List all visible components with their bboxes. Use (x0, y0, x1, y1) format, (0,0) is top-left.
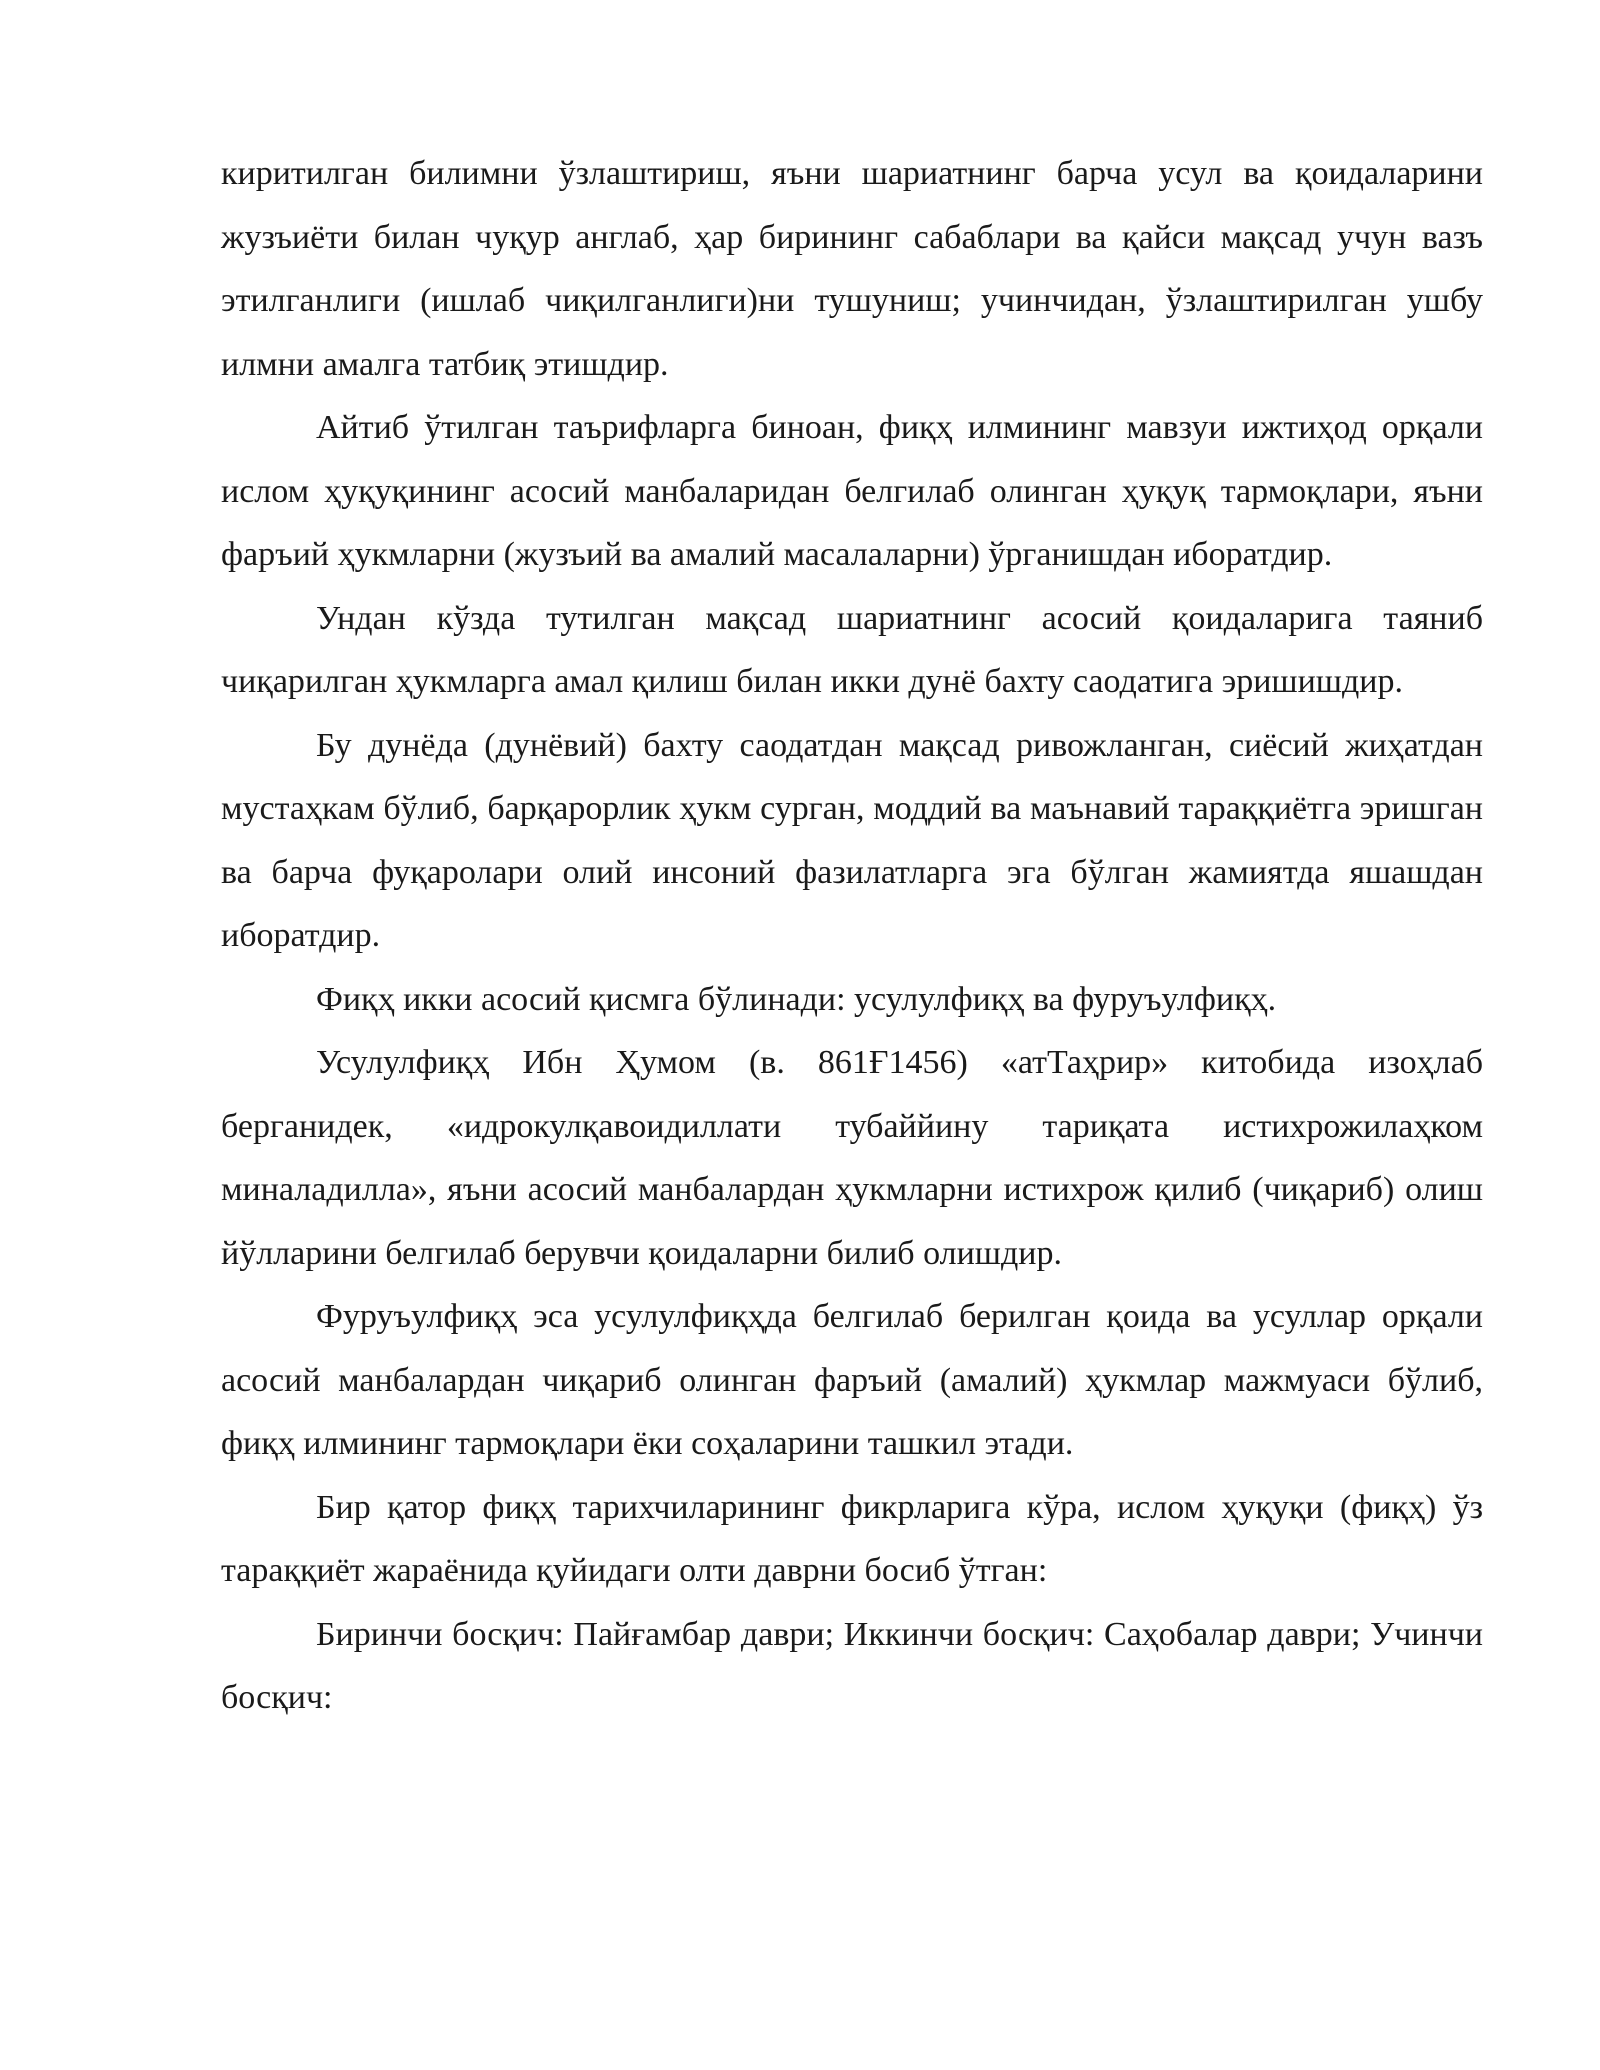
paragraph: Фуруъулфиқҳ эса усулулфиқҳда белгилаб берилган қоида ва усуллар орқали асосий манбалардан чиқариб олинган фаръий (амалий) ҳукмлар мажмуаси бўлиб, фиқҳ илмининг тармоқлари ёки соҳаларини ташкил этади. (221, 1298, 1483, 1462)
paragraph: Биринчи босқич: Пайғамбар даври; Иккинчи босқич: Саҳобалар даври; Учинчи босқич: (221, 1615, 1483, 1716)
document-body (221, 142, 1483, 1730)
paragraph: Бу дунёда (дунёвий) бахту саодатдан мақсад ривожланган, сиёсий жиҳатдан мустаҳкам бўлиб, барқарорлик ҳукм сурган, моддий ва маънавий тараққиётга эришган ва барча фуқаролари олий инсоний фазилатларга эга бўлган жамиятда яшашдан иборатдир. (221, 726, 1483, 954)
paragraph: Усулулфиқҳ Ибн Ҳумом (в. 861Ғ1456) «атТаҳрир» китобида изоҳлаб берганидек, «идрокулқавоидиллати тубаййину тариқата истихрожилаҳком миналадилла», яъни асосий манбалардан ҳукмларни истихрож қилиб (чиқариб) олиш йўлларини белгилаб берувчи қоидаларни билиб олишдир. (221, 1044, 1483, 1272)
paragraph: Фиқҳ икки асосий қисмга бўлинади: усулулфиқҳ ва фуруъулфиқҳ. (316, 980, 1277, 1018)
paragraph: Ундан кўзда тутилган мақсад шариатнинг асосий қоидаларига таяниб чиқарилган ҳукмларга амал қилиш билан икки дунё бахту саодатига эришишдир. (221, 599, 1483, 700)
paragraph: киритилган билимни ўзлаштириш, яъни шариатнинг барча усул ва қоидаларини жузъиёти билан чуқур англаб, ҳар бирининг сабаблари ва қайси мақсад учун вазъ этилганлиги (ишлаб чиқилганлиги)ни тушуниш; учинчидан, ўзлаштирилган ушбу илмни амалга татбиқ этишдир. (221, 155, 1483, 383)
paragraph: Айтиб ўтилган таърифларга биноан, фиқҳ илмининг мавзуи ижтиҳод орқали ислом ҳуқуқининг асосий манбаларидан белгилаб олинган ҳуқуқ тармоқлари, яъни фаръий ҳукмларни (жузъий ва амалий масалаларни) ўрганишдан иборатдир. (221, 409, 1483, 573)
paragraph: Бир қатор фиқҳ тарихчиларининг фикрларига кўра, ислом ҳуқуқи (фиқҳ) ўз тараққиёт жараёнида қуйидаги олти даврни босиб ўтган: (221, 1488, 1483, 1589)
